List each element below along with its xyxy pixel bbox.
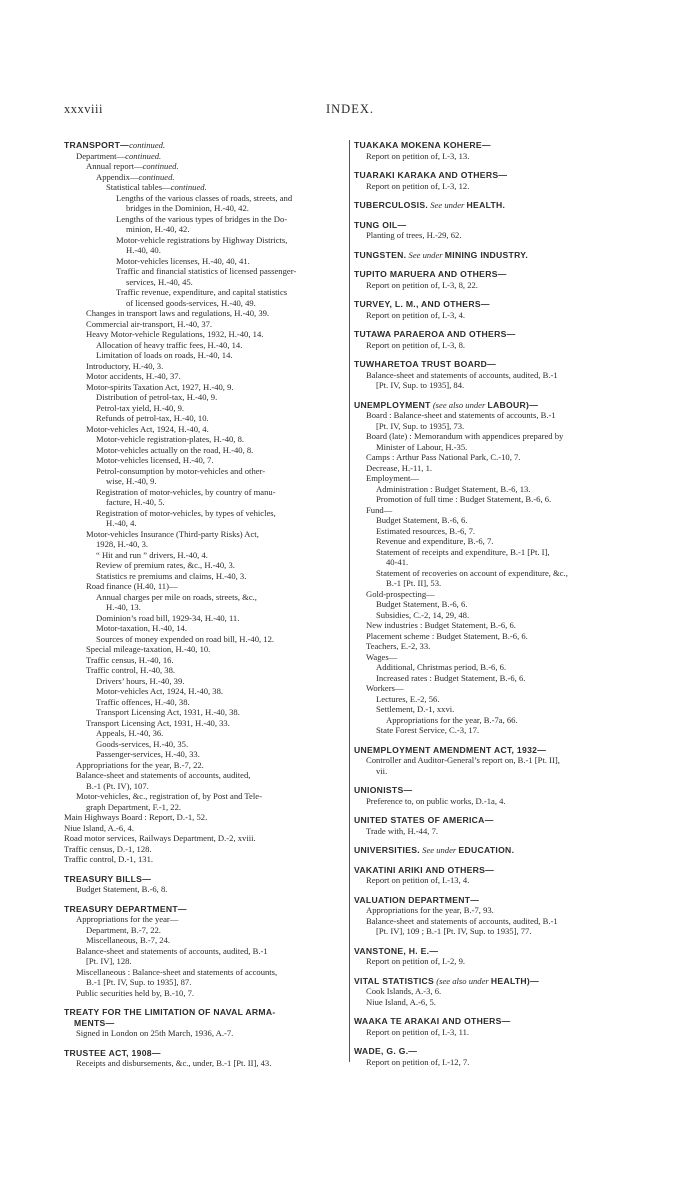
- index-line: Traffic revenue, expenditure, and capital statistics: [116, 287, 288, 297]
- index-line: H.-40, 13.: [106, 602, 141, 612]
- index-line: Statement of receipts and expenditure, B.-1 [Pt. I],: [376, 546, 550, 557]
- index-line: New industries : Budget Statement, B.-6, 6.: [366, 620, 516, 630]
- index-line: Statement of recoveries on account of expenditure, &c.,: [376, 567, 568, 578]
- right-entries: [354, 140, 646, 1067]
- entry-heading: VALUATION DEPARTMENT—: [354, 894, 480, 905]
- index-line: services, H.-40, 45.: [126, 276, 193, 287]
- index-line: Minister of Labour, H.-35.: [376, 441, 468, 452]
- index-line: Miscellaneous, B.-7, 24.: [86, 935, 171, 945]
- entry-heading: UNEMPLOYMENT AMENDMENT ACT, 1932—: [354, 744, 547, 755]
- index-line: Limitation of loads on roads, H.-40, 14.: [96, 350, 233, 360]
- index-line: Annual charges per mile on roads, streets, &c.,: [96, 591, 257, 602]
- index-line: Allocation of heavy traffic fees, H.-40, 14.: [96, 339, 243, 350]
- index-line: Heavy Motor-vehicle Regulations, 1932, H.-40, 14.: [86, 329, 264, 339]
- index-entry: [64, 874, 346, 895]
- entry-heading: UNITED STATES OF AMERICA—: [354, 815, 494, 825]
- index-entry: [354, 745, 646, 777]
- index-entry: [354, 976, 646, 1008]
- index-line: Motor accidents, H.-40, 37.: [86, 371, 181, 381]
- index-line: [Pt. IV], 109 ; B.-1 [Pt. IV, Sup. to 1935], 77.: [376, 926, 532, 936]
- entry-heading: TUAKAKA MOKENA KOHERE—: [354, 140, 491, 150]
- entry-heading: VANSTONE, H. E.—: [354, 945, 439, 956]
- index-line: Traffic control, H.-40, 38.: [86, 665, 176, 675]
- transport-entry: [64, 140, 346, 865]
- index-line: [Pt. IV], 128.: [86, 956, 132, 966]
- entry-heading: TREATY FOR THE LIMITATION OF NAVAL ARMA-: [64, 1007, 276, 1017]
- index-line: Commercial air-transport, H.-40, 37.: [86, 318, 213, 329]
- index-line: Traffic control, D.-1, 131.: [64, 854, 154, 864]
- page-number: xxxviii: [64, 102, 103, 116]
- entry-heading: WADE, G. G.—: [354, 1046, 418, 1056]
- index-line: Appropriations for the year, B.-7, 22.: [76, 759, 204, 770]
- index-line: TRANSPORT—continued.: [64, 140, 166, 150]
- index-line: Report on petition of, I.-3, 12.: [366, 180, 470, 191]
- entry-heading: TREASURY DEPARTMENT—: [64, 903, 187, 914]
- index-line: Road finance (H.40, 11)—: [86, 581, 178, 591]
- index-line: Fund—: [366, 504, 393, 515]
- index-line: Annual report—continued.: [86, 161, 179, 171]
- index-entry: [354, 946, 646, 967]
- index-line: Statistical tables—continued.: [106, 182, 207, 192]
- index-entry: [354, 329, 646, 350]
- index-line: [Pt. IV, Sup. to 1935], 84.: [376, 380, 465, 390]
- index-entry: [354, 359, 646, 391]
- index-line: Placement scheme : Budget Statement, B.-6, 6.: [366, 630, 528, 641]
- left-column: [64, 140, 346, 1078]
- entry-heading: TUNG OIL—: [354, 219, 407, 230]
- entry-heading: TRUSTEE ACT, 1908—: [64, 1047, 161, 1058]
- index-line: B.-1 [Pt. IV, Sup. to 1935], 87.: [86, 977, 192, 987]
- entry-heading: UNIVERSITIES. See under EDUCATION.: [354, 845, 515, 855]
- index-line: Teachers, E.-2, 33.: [366, 641, 431, 651]
- index-line: Motor-vehicles Act, 1924, H.-40, 4.: [86, 423, 209, 434]
- index-entry: [354, 1016, 646, 1037]
- entry-heading: VITAL STATISTICS (see also under HEALTH)—: [354, 975, 539, 986]
- entry-heading: UNIONISTS—: [354, 785, 413, 795]
- entry-heading: TUPITO MARUERA AND OTHERS—: [354, 269, 507, 279]
- index-line: Special mileage-taxation, H.-40, 10.: [86, 644, 211, 654]
- entry-heading: TREASURY BILLS—: [64, 873, 152, 884]
- index-line: Subsidies, C.-2, 14, 29, 48.: [376, 609, 470, 620]
- index-line: Distribution of petrol-tax, H.-40, 9.: [96, 392, 218, 402]
- index-line: Receipts and disbursements, &c., under, B.-1 [Pt. II], 43.: [76, 1058, 272, 1068]
- index-line: Traffic census, D.-1, 128.: [64, 843, 152, 854]
- index-line: Traffic offences, H.-40, 38.: [96, 696, 190, 707]
- index-line: Balance-sheet and statements of accounts, audited, B.-1: [76, 945, 268, 956]
- index-line: Statistics re premiums and claims, H.-40, 3.: [96, 570, 247, 581]
- index-line: Planting of trees, H.-29, 62.: [366, 230, 462, 240]
- index-line: Motor-vehicles Insurance (Third-party Risks) Act,: [86, 528, 259, 539]
- index-line: Board : Balance-sheet and statements of accounts, B.-1: [366, 410, 556, 420]
- index-line: wise, H.-40, 9.: [106, 476, 157, 486]
- index-line: 40-41.: [386, 557, 409, 567]
- index-line: Motor-vehicles, &c., registration of, by Post and Tele-: [76, 791, 262, 801]
- index-line: H.-40, 4.: [106, 518, 137, 528]
- index-entry: [354, 170, 646, 191]
- index-line: Review of premium rates, &c., H.-40, 3.: [96, 560, 235, 570]
- index-entry: [354, 140, 646, 161]
- entry-heading-cont: MENTS—: [74, 1017, 115, 1028]
- right-column: [354, 140, 646, 1076]
- index-line: Goods-services, H.-40, 35.: [96, 738, 189, 749]
- index-line: Refunds of petrol-tax, H.-40, 10.: [96, 413, 209, 423]
- index-entry: [64, 904, 346, 999]
- index-line: Report on petition of, I.-13, 4.: [366, 875, 470, 885]
- index-line: H.-40, 40.: [126, 245, 161, 255]
- index-line: Budget Statement, B.-6, 6.: [376, 515, 468, 525]
- index-line: Budget Statement, B.-6, 8.: [76, 884, 168, 894]
- index-line: Trade with, H.-44, 7.: [366, 825, 439, 836]
- index-line: Appendix—continued.: [96, 171, 175, 182]
- index-line: Niue Island, A.-6, 4.: [64, 822, 134, 833]
- column-divider: [349, 140, 350, 1062]
- index-line: Cook Islands, A.-3, 6.: [366, 986, 442, 996]
- index-line: Petrol-consumption by motor-vehicles and other-: [96, 465, 266, 476]
- entry-heading: TUBERCULOSIS. See under HEALTH.: [354, 200, 506, 210]
- index-line: Lengths of the various classes of roads, streets, and: [116, 192, 293, 203]
- index-line: Motor-vehicles licenses, H.-40, 40, 41.: [116, 255, 250, 266]
- index-line: Dominion’s road bill, 1929-34, H.-40, 11.: [96, 612, 240, 623]
- index-line: Report on petition of, I.-12, 7.: [366, 1056, 470, 1067]
- index-line: Additional, Christmas period, B.-6, 6.: [376, 662, 507, 672]
- index-entry: [64, 1048, 346, 1069]
- index-line: Registration of motor-vehicles, by types of vehicles,: [96, 507, 276, 518]
- index-line: Motor-vehicle registration-plates, H.-40, 8.: [96, 434, 245, 444]
- index-line: Report on petition of, I.-3, 13.: [366, 150, 470, 161]
- index-line: Workers—: [366, 683, 404, 693]
- index-line: Main Highways Board : Report, D.-1, 52.: [64, 812, 208, 822]
- index-entry: [354, 895, 646, 937]
- index-line: Camps : Arthur Pass National Park, C.-10, 7.: [366, 452, 521, 462]
- index-line: Changes in transport laws and regulations, H.-40, 39.: [86, 308, 270, 318]
- index-line: Decrease, H.-11, 1.: [366, 462, 433, 473]
- index-line: Gold-prospecting—: [366, 588, 435, 599]
- index-line: Employment—: [366, 473, 419, 483]
- index-line: Public securities held by, B.-10, 7.: [76, 987, 195, 998]
- entry-heading: TUARAKI KARAKA AND OTHERS—: [354, 170, 508, 180]
- left-entries: [64, 874, 346, 1069]
- index-line: Appropriations for the year—: [76, 914, 179, 924]
- index-line: bridges in the Dominion, H.-40, 42.: [126, 203, 249, 213]
- index-line: Report on petition of, I.-3, 4.: [366, 309, 466, 320]
- index-line: Wages—: [366, 651, 398, 662]
- index-entry: [64, 1007, 346, 1039]
- index-line: Lengths of the various types of bridges in the Do-: [116, 213, 288, 224]
- index-entry: [354, 299, 646, 320]
- index-line: Drivers’ hours, H.-40, 39.: [96, 675, 185, 686]
- index-line: Preference to, on public works, D.-1a, 4.: [366, 795, 506, 806]
- index-line: Road motor services, Railways Department, D.-2, xviii.: [64, 833, 256, 843]
- index-entry: [354, 250, 646, 261]
- index-line: Board (late) : Memorandum with appendices prepared by: [366, 431, 564, 441]
- entry-heading: TUWHARETOA TRUST BOARD—: [354, 359, 497, 369]
- index-line: Report on petition of, I.-3, 11.: [366, 1026, 470, 1037]
- index-line: “ Hit and run ” drivers, H.-40, 4.: [96, 549, 208, 560]
- entry-heading: TURVEY, L. M., AND OTHERS—: [354, 299, 490, 309]
- index-entry: [354, 815, 646, 836]
- index-line: Registration of motor-vehicles, by country of manu-: [96, 486, 276, 497]
- index-line: Appropriations for the year, B.-7a, 66.: [386, 714, 518, 725]
- entry-heading: TUNGSTEN. See under MINING INDUSTRY.: [354, 249, 529, 260]
- index-line: Motor-spirits Taxation Act, 1927, H.-40, 9.: [86, 381, 234, 392]
- index-entry: [354, 200, 646, 211]
- index-line: Lectures, E.-2, 56.: [376, 693, 440, 704]
- index-line: 1928, H.-40, 3.: [96, 539, 149, 549]
- index-line: of licensed goods-services, H.-40, 49.: [126, 297, 256, 308]
- index-line: Motor-taxation, H.-40, 14.: [96, 623, 188, 633]
- index-line: Report on petition of, I.-3, 8, 22.: [366, 279, 478, 290]
- index-entry: [354, 269, 646, 290]
- index-line: Administration : Budget Statement, B.-6, 13.: [376, 483, 531, 494]
- index-line: Transport Licensing Act, 1931, H.-40, 38.: [96, 707, 240, 717]
- index-line: Introductory, H.-40, 3.: [86, 360, 164, 371]
- index-entry: [354, 220, 646, 241]
- index-line: B.-1 (Pt. IV), 107.: [86, 780, 149, 791]
- index-line: Signed in London on 25th March, 1936, A.-7.: [76, 1028, 234, 1038]
- index-line: Traffic census, H.-40, 16.: [86, 654, 174, 665]
- index-entry: [354, 845, 646, 856]
- index-line: Traffic and financial statistics of licensed passenger-: [116, 266, 297, 276]
- index-line: Balance-sheet and statements of accounts, audited,: [76, 770, 251, 780]
- index-line: Estimated resources, B.-6, 7.: [376, 525, 476, 536]
- index-line: Report on petition of, I.-2, 9.: [366, 956, 466, 966]
- index-entry: [354, 785, 646, 806]
- index-line: Motor-vehicles licensed, H.-40, 7.: [96, 455, 214, 465]
- index-line: Report on petition of, I.-3, 8.: [366, 339, 466, 350]
- index-line: Revenue and expenditure, B.-6, 7.: [376, 536, 494, 546]
- index-line: Appropriations for the year, B.-7, 93.: [366, 905, 494, 915]
- index-line: graph Department, F.-1, 22.: [86, 801, 182, 812]
- index-entry: [354, 1046, 646, 1067]
- entry-heading: WAAKA TE ARAKAI AND OTHERS—: [354, 1016, 511, 1026]
- index-line: Increased rates : Budget Statement, B.-6, 6.: [376, 672, 526, 683]
- index-line: facture, H.-40, 5.: [106, 497, 165, 507]
- index-line: State Forest Service, C.-3, 17.: [376, 725, 480, 735]
- index-line: Balance-sheet and statements of accounts, audited, B.-1: [366, 369, 558, 380]
- index-line: Settlement, D.-1, xxvi.: [376, 704, 455, 714]
- index-line: Sources of money expended on road bill, H.-40, 12.: [96, 633, 275, 644]
- index-line: Motor-vehicles Act, 1924, H.-40, 38.: [96, 686, 224, 696]
- index-line: vii.: [376, 765, 388, 776]
- index-line: Transport Licensing Act, 1931, H.-40, 33.: [86, 717, 230, 728]
- index-line: Controller and Auditor-General’s report on, B.-1 [Pt. II],: [366, 755, 560, 765]
- index-line: Department—continued.: [76, 150, 162, 161]
- entry-heading: VAKATINI ARIKI AND OTHERS—: [354, 864, 495, 875]
- index-line: minion, H.-40, 42.: [126, 224, 190, 234]
- page-title: INDEX.: [325, 102, 374, 116]
- index-line: Department, B.-7, 22.: [86, 924, 161, 935]
- index-line: Miscellaneous : Balance-sheet and statements of accounts,: [76, 966, 278, 977]
- index-line: B.-1 [Pt. II], 53.: [386, 578, 442, 588]
- index-line: Passenger-services, H.-40, 33.: [96, 749, 200, 759]
- index-line: Balance-sheet and statements of accounts, audited, B.-1: [366, 915, 558, 926]
- index-line: [Pt. IV, Sup. to 1935], 73.: [376, 420, 465, 431]
- index-line: Budget Statement, B.-6, 6.: [376, 599, 468, 609]
- index-line: Niue Island, A.-6, 5.: [366, 996, 436, 1007]
- index-line: Motor-vehicle registrations by Highway Districts,: [116, 234, 288, 245]
- entry-heading: TUTAWA PARAEROA AND OTHERS—: [354, 329, 516, 339]
- index-entry: [354, 865, 646, 886]
- index-line: Appeals, H.-40, 36.: [96, 728, 164, 738]
- index-line: Petrol-tax yield, H.-40, 9.: [96, 402, 185, 413]
- entry-heading: UNEMPLOYMENT (see also under LABOUR)—: [354, 399, 539, 410]
- index-line: Motor-vehicles actually on the road, H.-40, 8.: [96, 444, 254, 455]
- index-line: Promotion of full time : Budget Statement, B.-6, 6.: [376, 494, 552, 504]
- index-entry: [354, 400, 646, 736]
